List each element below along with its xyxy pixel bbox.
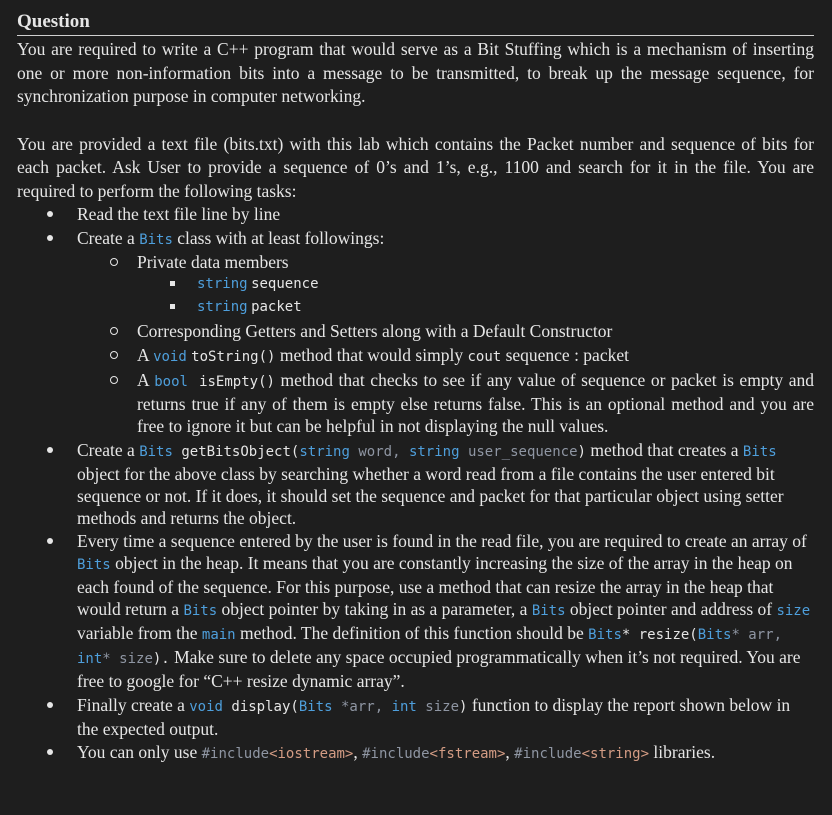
question-heading: Question [17, 10, 814, 36]
paragraph-gap [17, 109, 814, 133]
private-members: Private data members string sequence string packet [77, 251, 814, 319]
intro-paragraph: You are required to write a C++ program that would serve as a Bit Stuffing which is a mechanism of inserting one or more non-information bits into a message to be transmitted, to break up the message sequence, for synchronization purpose in computer networking. [17, 39, 814, 106]
getters-setters: Corresponding Getters and Setters along with a Default Constructor [77, 320, 814, 342]
file-paragraph: You are provided a text file (bits.txt) with this lab which contains the Packet number and sequence of bits for each packet. Ask User to provide a sequence of 0’s and 1’s, e.g., 1100 and search for it in the file. You are required to perform the following tasks: [17, 133, 814, 201]
task-display: Finally create a void display(Bits *arr, int size) function to display the report shown below in the expected output. [17, 694, 814, 740]
isempty-method: A bool isEmpty() method that checks to see if any value of sequence or packet is empty and returns true if any of them is empty else returns false. This is an optional method and you are free to ignore it but can be helpful in not displaying the null values. [77, 369, 814, 437]
task-read-file: Read the text file line by line [17, 203, 814, 225]
task-resize-array: Every time a sequence entered by the user is found in the read file, you are required to create an array of Bits object in the heap. It means that you are constantly increasing the size of the array in the heap on each found of the sequence. For this purpose, use a method that can resize the array in the heap that would return a Bits object pointer by taking in as a parameter, a Bits object pointer and address of size variable from the main method. The definition of this function should be Bits* resize(Bits* arr, int* size). Make sure to delete any space occupied programmatically when it’s not required. You are free to google for “C++ resize dynamic array”. [17, 530, 814, 692]
tostring-method: A void toString() method that would simply cout sequence : packet [77, 344, 814, 368]
member-packet: string packet [197, 296, 814, 319]
member-list [197, 273, 814, 319]
task-get-bits-object: Create a Bits getBitsObject(string word, string user_sequence) method that creates a Bits object for the above class by searching whether a word read from a file contains the user entered bit sequence or not. If it does, it should set the sequence and packet for that particular object using setter methods and returns the object. [17, 439, 814, 529]
task-list [17, 203, 814, 765]
task-create-class: Create a Bits class with at least followings: Private data members string sequence string packet Corresponding Getters and Setters along with a Default Constructor A void toString() method that would simply cout sequence : packet A bool isEmpty() method that checks to see if any value of sequence or packet is empty and returns true if any of them is empty else returns false. This is an optional method and you are free to ignore it but can be helpful in not displaying the null values. [17, 227, 814, 438]
member-sequence: string sequence [197, 273, 814, 296]
task-libraries: You can only use #include<iostream>, #include<fstream>, #include<string> libraries. [17, 741, 814, 765]
class-requirements [137, 251, 814, 438]
